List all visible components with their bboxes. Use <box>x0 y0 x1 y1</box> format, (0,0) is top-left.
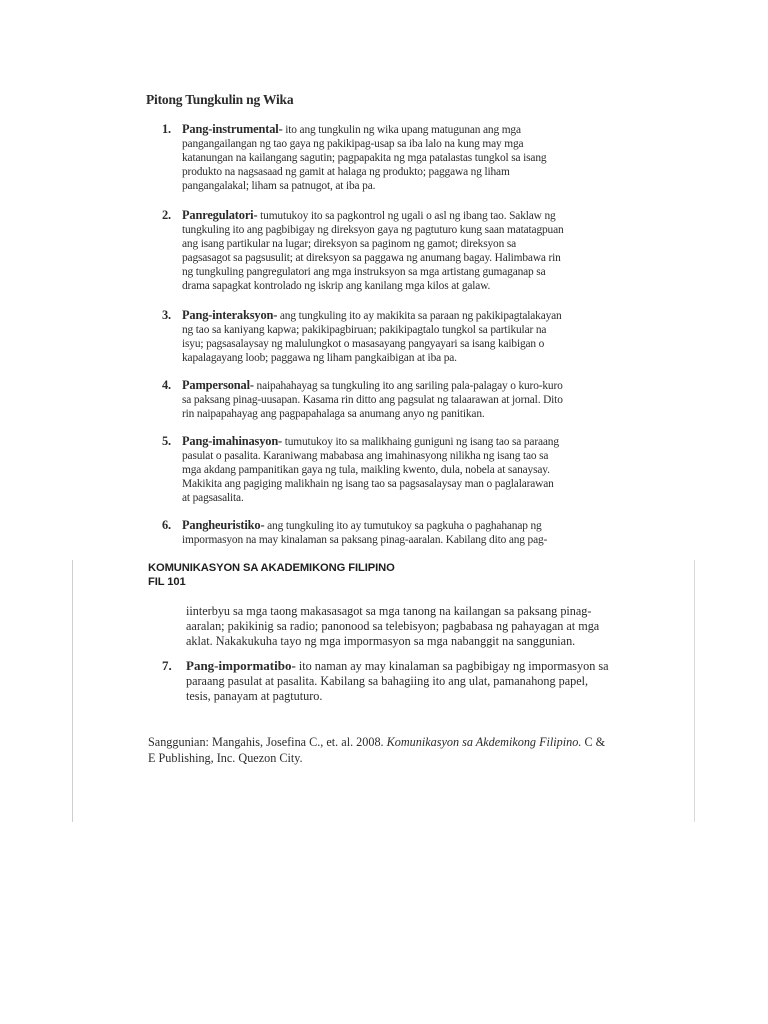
item-term: Pang-interaksyon- <box>182 308 278 322</box>
item-term: Pang-instrumental- <box>182 122 283 136</box>
paragraph-line: aaralan; pakikinig sa radio; panonood sa telebisyon; pagbabasa ng pahayagan at mga <box>186 619 600 633</box>
item-text: paraang pasulat at pasalita. Kabilang sa bahagiing ito ang ulat, pamanahong papel, <box>186 674 589 688</box>
item-text: at pagsasalita. <box>182 492 244 504</box>
item-text: ito ang tungkulin ng wika upang matugunan ang mga <box>282 124 521 136</box>
item-number: 6. <box>162 518 171 532</box>
continuation-paragraph <box>186 604 626 649</box>
item-text: pangangailangan ng tao gaya ng pakikipag-usap sa iba lalo na kung may mga <box>182 138 524 150</box>
item-text: kapalagayang loob; paggawa ng liham pangkaibigan at iba pa. <box>182 352 457 364</box>
item-text: tungkuling ito ang pagbibigay ng direksyon gaya ng pagtuturo kung saan matatagpuan <box>182 224 564 236</box>
page-header <box>148 562 395 588</box>
paragraph-line: iinterbyu sa mga taong makasasagot sa mga tanong na kailangan sa paksang pinag- <box>186 604 592 618</box>
list-item-4 <box>142 378 602 421</box>
item-text: tumutukoy ito sa pagkontrol ng ugali o asl ng ibang tao. Saklaw ng <box>257 210 556 222</box>
item-text: isyu; pagsasalaysay ng malulungkot o masasayang pangyayari sa isang kaibigan o <box>182 338 545 350</box>
course-code: FIL 101 <box>148 576 186 588</box>
page-edge-right <box>694 560 695 822</box>
item-text: ang isang partikular na lugar; direksyon sa paginom ng gamot; direksyon sa <box>182 238 517 250</box>
item-term: Pangheuristiko- <box>182 518 265 532</box>
reference-book-title: Komunikasyon sa Akdemikong Filipino. <box>386 735 582 749</box>
item-number: 5. <box>162 434 171 448</box>
item-number: 2. <box>162 208 171 222</box>
item-text: tesis, panayam at pagtuturo. <box>186 689 323 703</box>
item-text: impormasyon na may kinalaman sa paksang pinag-aaralan. Kabilang dito ang pag- <box>182 534 548 546</box>
list-item-3 <box>142 308 602 365</box>
list-item-7 <box>162 658 632 704</box>
item-text: pagsasagot sa pagsusulit; at direksyon sa paggawa ng anumang bagay. Halimbawa rin <box>182 252 561 264</box>
item-term: Pang-imahinasyon- <box>182 434 283 448</box>
item-text: katanungan na kailangang sagutin; pagpapakita ng mga patalastas tungkol sa isang <box>182 152 547 164</box>
item-number: 3. <box>162 308 171 322</box>
list-item-6 <box>142 518 602 547</box>
reference-citation <box>148 734 638 766</box>
paragraph-line: aklat. Nakakukuha tayo ng mga impormasyon sa mga nabanggit na sanggunian. <box>186 634 576 648</box>
item-text: pasulat o pasalita. Karaniwang mababasa ang imahinasyong nilikha ng isang tao sa <box>182 450 549 462</box>
item-text: pangangalakal; liham sa patnugot, at iba pa. <box>182 180 376 192</box>
reference-text: Sanggunian: Mangahis, Josefina C., et. al. 2008. <box>148 735 387 749</box>
list-item-2 <box>142 208 602 293</box>
item-term: Panregulatori- <box>182 208 258 222</box>
item-text: ang tungkuling ito ay makikita sa paraan ng pakikipagtalakayan <box>277 310 562 322</box>
item-text: rin naipapahayag ang pagpapahalaga sa anumang anyo ng panitikan. <box>182 408 485 420</box>
item-text: produkto na nagsasaad ng gamit at halaga ng produkto; paggawa ng liham <box>182 166 510 178</box>
item-number: 4. <box>162 378 171 392</box>
item-text: drama sapagkat kontrolado ng iskrip ang kanilang mga kilos at galaw. <box>182 280 491 292</box>
item-text: mga akdang pampanitikan gaya ng tula, maikling kwento, dula, nobela at sanaysay. <box>182 464 550 476</box>
item-text: sa paksang pinag-uusapan. Kasama rin ditto ang pagsulat ng talaarawan at jornal. Dito <box>182 394 563 406</box>
item-term: Pampersonal- <box>182 378 254 392</box>
item-text: ng tao sa kaniyang kapwa; pakikipagbiruan; pakikipagtalo tungkol sa partikular na <box>182 324 547 336</box>
item-text: Makikita ang pagiging malikhain ng isang tao sa pagsasalaysay man o paglalarawan <box>182 478 554 490</box>
item-number: 1. <box>162 122 171 136</box>
item-text: tumutukoy ito sa malikhaing guniguni ng isang tao sa paraang <box>282 436 559 448</box>
page-title: Pitong Tungkulin ng Wika <box>146 92 294 107</box>
list-item-5 <box>142 434 602 505</box>
list-item-1 <box>142 122 602 193</box>
item-text: ang tungkuling ito ay tumutukoy sa pagkuha o paghahanap ng <box>264 520 542 532</box>
item-text: ng tungkuling pangregulatori ang mga instruksyon sa mga artistang gumaganap sa <box>182 266 546 278</box>
reference-text: C & <box>581 735 606 749</box>
item-text: naipahahayag sa tungkuling ito ang sariling pala-palagay o kuro-kuro <box>253 380 563 392</box>
page-edge-left <box>72 560 73 822</box>
item-number: 7. <box>162 658 172 673</box>
item-text: ito naman ay may kinalaman sa pagbibigay ng impormasyon sa <box>295 659 609 673</box>
item-term: Pang-impormatibo- <box>186 658 296 673</box>
reference-publisher: E Publishing, Inc. Quezon City. <box>148 751 303 765</box>
course-title: KOMUNIKASYON SA AKADEMIKONG FILIPINO <box>148 562 395 574</box>
